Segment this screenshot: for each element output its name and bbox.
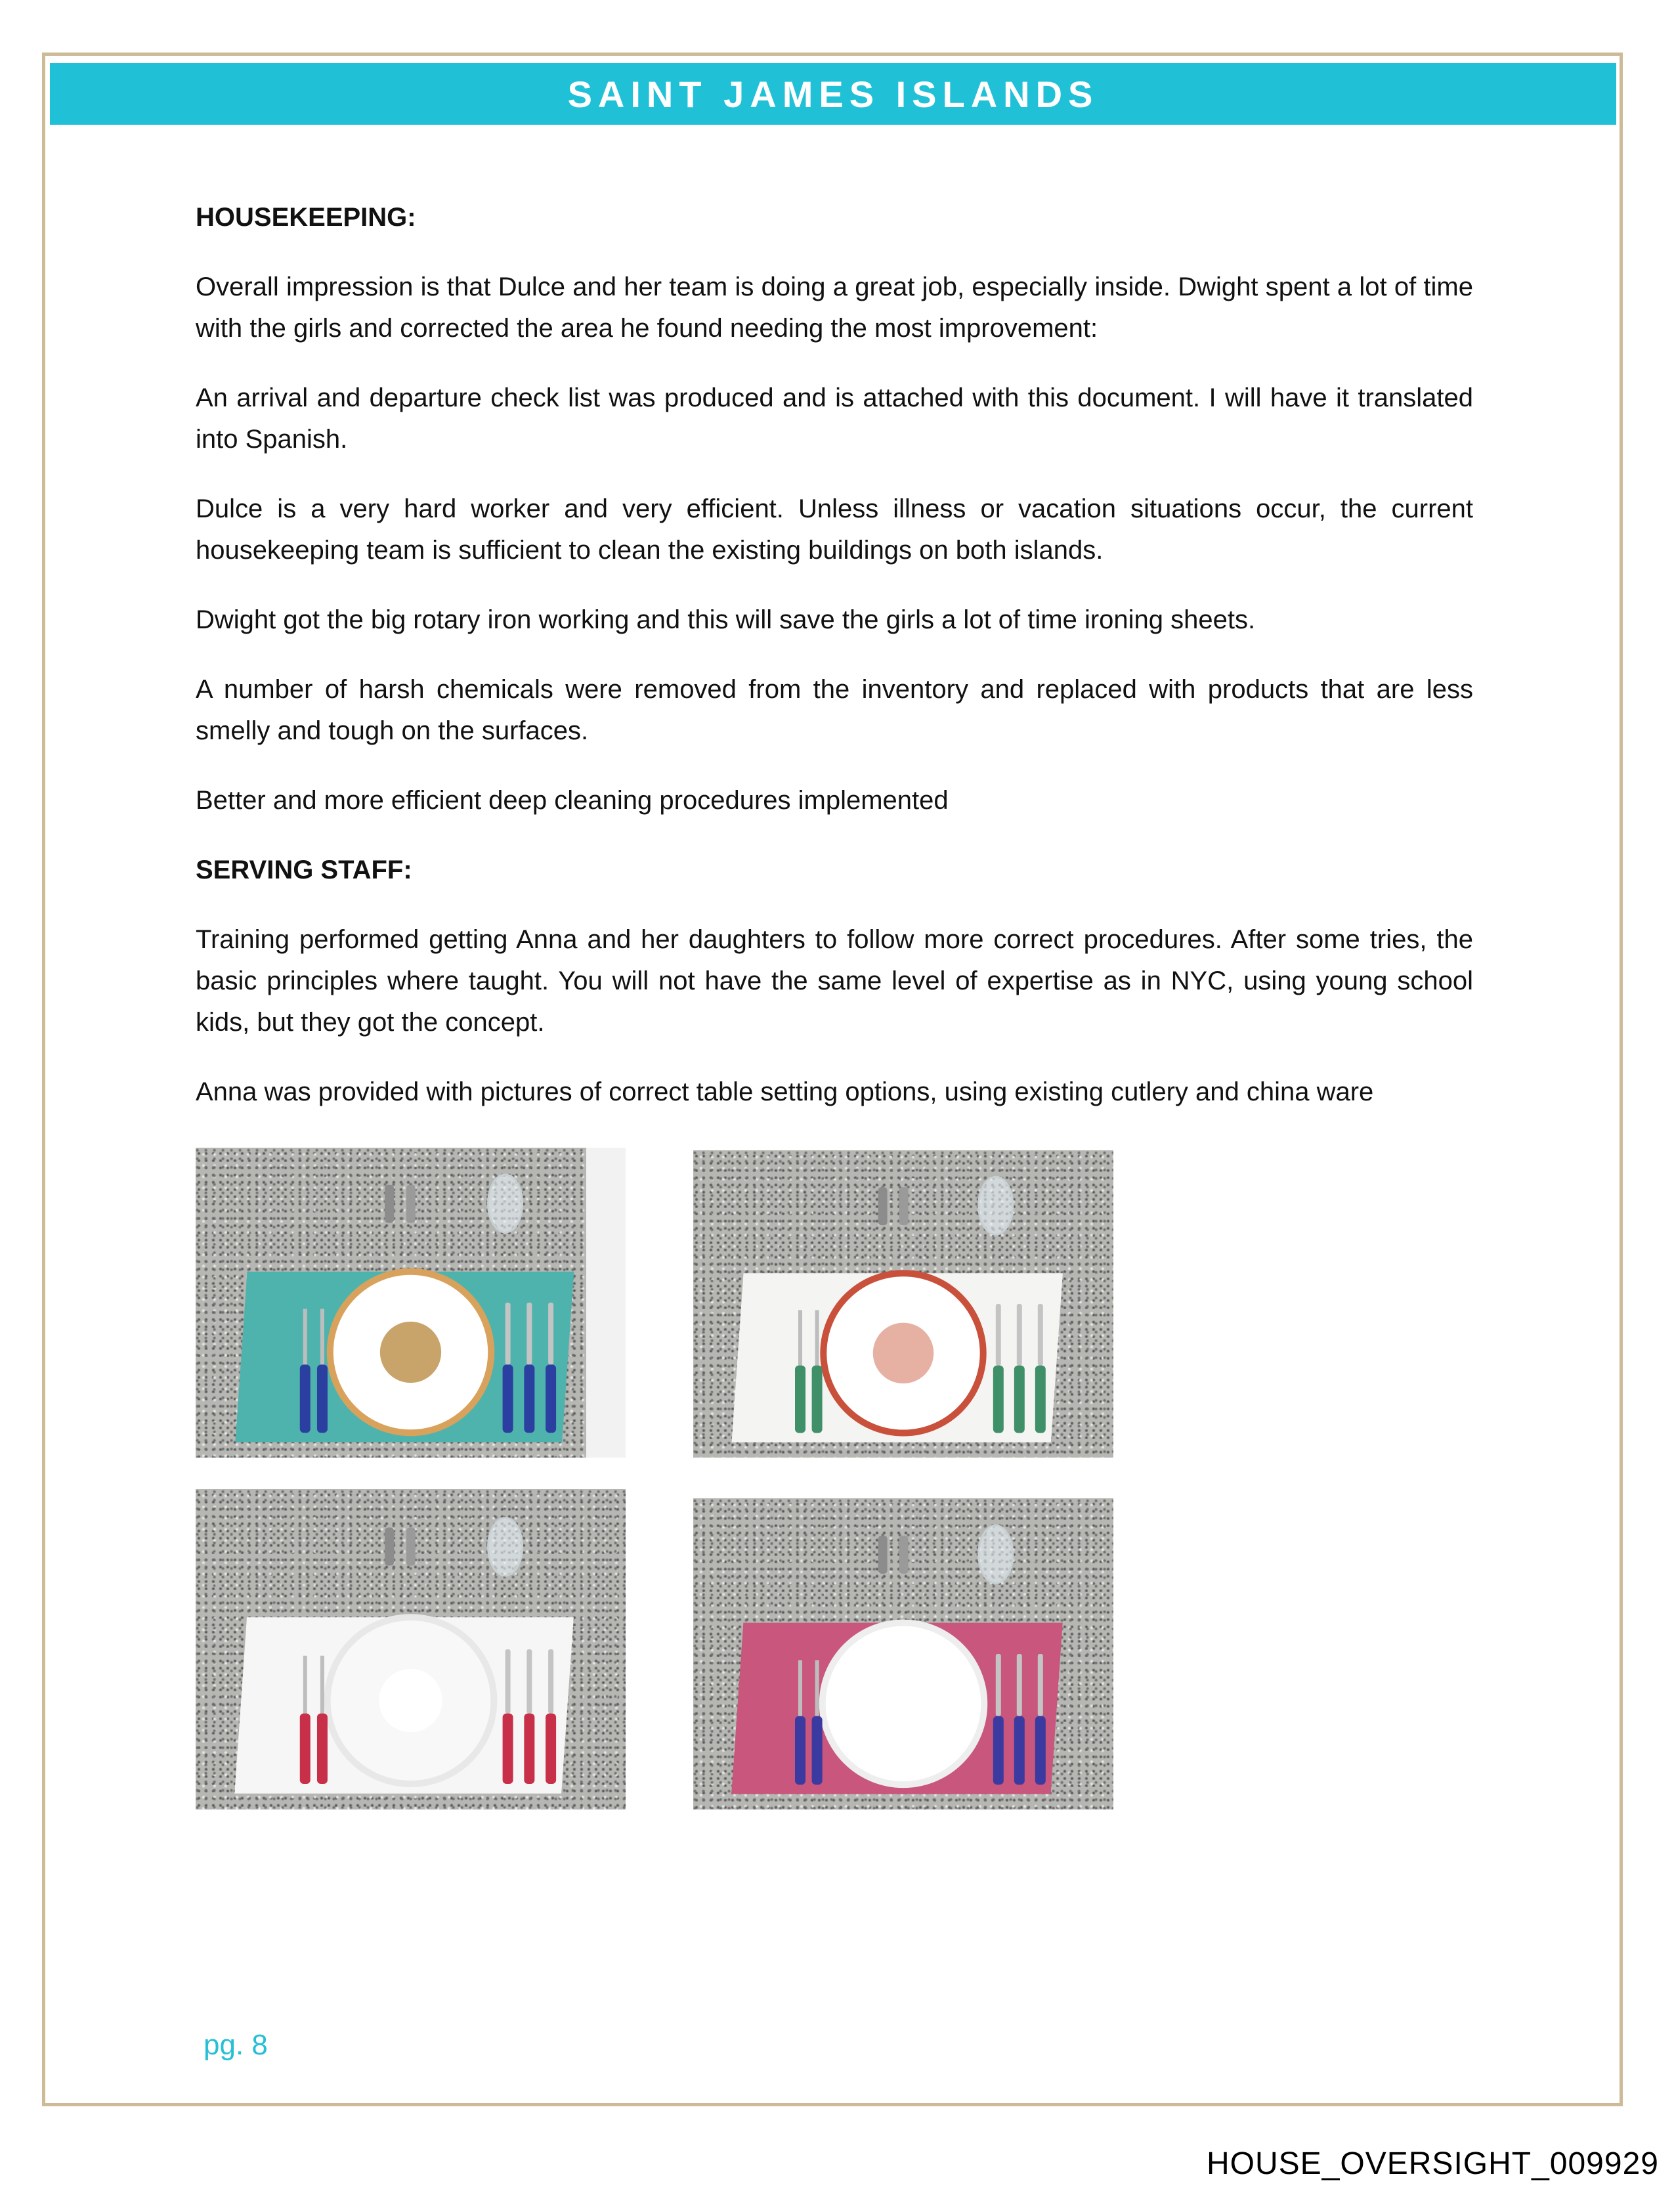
knife-handle [503, 1364, 513, 1433]
place-setting [234, 1518, 574, 1794]
fork-tines [303, 1656, 307, 1714]
place-setting-illustration [693, 1498, 1113, 1810]
knife-blade [526, 1649, 532, 1714]
header-title: SAINT JAMES ISLANDS [567, 73, 1099, 115]
knife-handle [524, 1364, 534, 1433]
plate-center [380, 1322, 441, 1383]
salt-shaker [385, 1185, 394, 1223]
knife-handle [993, 1716, 1004, 1785]
fork-handle [317, 1364, 328, 1433]
spoon-head [548, 1303, 553, 1364]
fork-handle [795, 1716, 805, 1785]
section-heading-housekeeping: HOUSEKEEPING: [196, 203, 416, 232]
spoon-handle [1035, 1366, 1046, 1433]
fork-tines [320, 1656, 324, 1714]
place-setting-illustration [693, 1150, 1113, 1458]
knife-blade [526, 1303, 532, 1364]
spoon-handle [546, 1714, 556, 1784]
knife-handle [1014, 1716, 1025, 1785]
table-setting-photo-white-red [196, 1489, 626, 1810]
salt-shaker [878, 1536, 888, 1574]
spoon-handle [546, 1364, 556, 1433]
spoon-head [1038, 1654, 1043, 1716]
knife-handle [524, 1714, 534, 1784]
glass [488, 1518, 523, 1576]
report-body [196, 197, 1473, 1141]
pepper-shaker [406, 1528, 416, 1566]
spoon-head [548, 1649, 553, 1714]
fork-tines [798, 1310, 802, 1365]
table-setting-photo-teal [196, 1148, 626, 1458]
knife-handle [503, 1714, 513, 1784]
paragraph: An arrival and departure check list was produced and is attached with this document. I will have it translated into Spanish. [196, 383, 1473, 454]
pepper-shaker [899, 1187, 909, 1225]
paragraph: Training performed getting Anna and her daughters to follow more correct procedures. After some tries, the basic principles where taught. You will not have the same level of expertise as in NYC, using young school kids, but they got the concept. [196, 925, 1473, 1037]
fork-tines [798, 1660, 802, 1716]
page-number: pg. 8 [204, 2029, 268, 2061]
paragraph: Overall impression is that Dulce and her team is doing a great job, especially inside. Dwight spent a lot of time with the girls and corrected the area he found needing the most improvement: [196, 272, 1473, 343]
fork-handle [300, 1364, 311, 1433]
fork-handle [812, 1716, 823, 1785]
fork-tines [815, 1310, 819, 1365]
section-heading-serving-staff: SERVING STAFF: [196, 856, 412, 884]
fork-tines [303, 1309, 307, 1364]
knife-handle [993, 1366, 1004, 1433]
pepper-shaker [406, 1185, 416, 1223]
knife-blade [505, 1649, 511, 1714]
pepper-shaker [899, 1536, 909, 1574]
plate-center [872, 1673, 934, 1735]
place-setting [731, 1525, 1063, 1794]
spoon-head [1038, 1304, 1043, 1366]
header-banner [50, 63, 1616, 125]
fork-handle [317, 1714, 328, 1784]
paragraph: Dulce is a very hard worker and very efficient. Unless illness or vacation situations occur, the current housekeeping team is sufficient to clean the existing buildings on both islands. [196, 494, 1473, 565]
paragraph: Anna was provided with pictures of correct table setting options, using existing cutlery and china ware [196, 1077, 1374, 1106]
fork-tines [320, 1309, 324, 1364]
fork-handle [300, 1714, 311, 1784]
knife-blade [1017, 1304, 1022, 1366]
knife-blade [996, 1304, 1001, 1366]
fork-handle [812, 1366, 823, 1433]
knife-blade [996, 1654, 1001, 1716]
paragraph: Better and more efficient deep cleaning procedures implemented [196, 786, 949, 815]
place-setting [235, 1175, 574, 1442]
place-setting-illustration [196, 1148, 626, 1458]
salt-shaker [385, 1528, 394, 1566]
salt-shaker [878, 1187, 888, 1225]
fork-handle [795, 1366, 805, 1433]
plate-center [379, 1669, 442, 1732]
plate-center [873, 1323, 934, 1383]
knife-handle [1014, 1366, 1025, 1433]
glass [979, 1525, 1013, 1583]
place-setting-illustration [196, 1489, 626, 1810]
table-setting-photo-coral [693, 1150, 1113, 1458]
fork-tines [815, 1660, 819, 1716]
paragraph: A number of harsh chemicals were removed from the inventory and replaced with products that are less smelly and tough on the surfaces. [196, 675, 1473, 745]
glass [488, 1175, 523, 1232]
document-id: HOUSE_OVERSIGHT_009929 [1207, 2146, 1659, 2181]
table-setting-photo-pink [693, 1498, 1113, 1810]
knife-blade [1017, 1654, 1022, 1716]
knife-blade [505, 1303, 511, 1364]
place-setting [732, 1177, 1063, 1442]
spoon-handle [1035, 1716, 1046, 1785]
glass [979, 1177, 1013, 1234]
paragraph: Dwight got the big rotary iron working and this will save the girls a lot of time ironing sheets. [196, 605, 1256, 634]
